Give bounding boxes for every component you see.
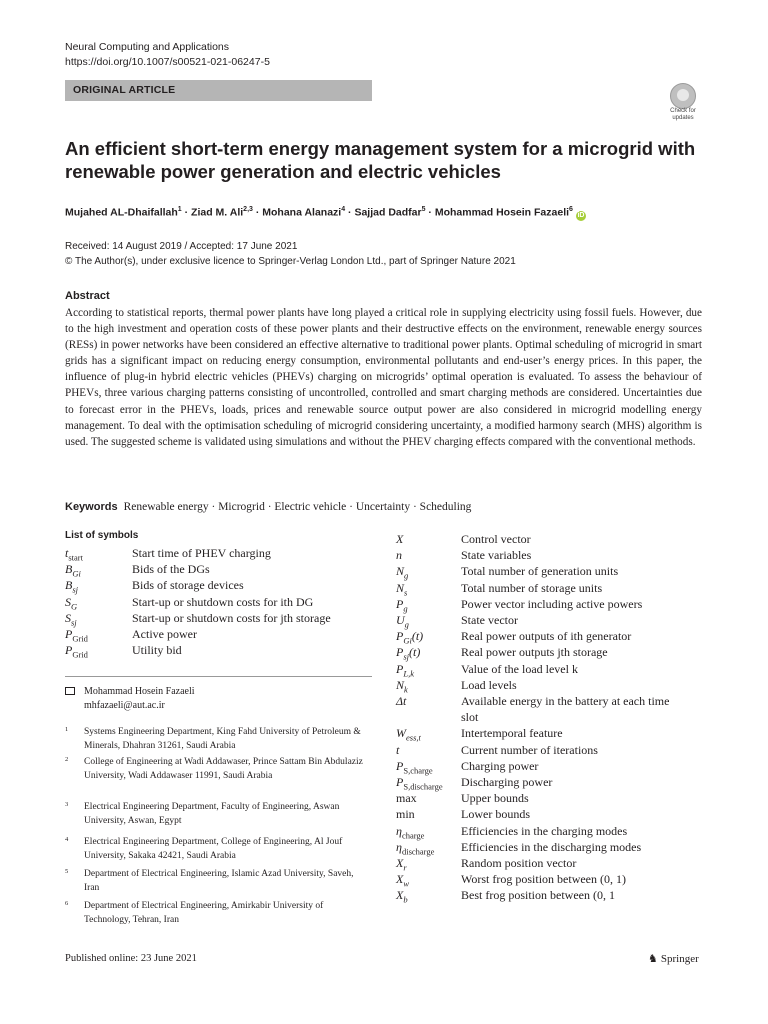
symbol: $X_w$ xyxy=(396,872,410,889)
affiliation xyxy=(65,756,365,783)
symbol-description: Bids of storage devices xyxy=(132,578,244,593)
affiliation xyxy=(65,868,365,895)
received-accepted: Received: 14 August 2019 / Accepted: 17 June 2021 xyxy=(65,241,298,252)
symbol-description: Value of the load level k xyxy=(461,661,578,676)
author-affiliation-mark: 4 xyxy=(341,206,346,213)
check-updates-label: Check for updates xyxy=(670,108,696,121)
symbol: n xyxy=(396,548,402,563)
symbol: $\eta_{discharge}$ xyxy=(396,839,435,857)
symbol-description: Worst frog position between (0, 1) xyxy=(461,872,626,887)
symbol: $P_{S,discharge}$ xyxy=(396,775,443,792)
symbol-description: Best frog position between (0, 1 xyxy=(461,888,615,903)
affiliation xyxy=(65,726,365,753)
symbol-description: Bids of the DGs xyxy=(132,562,210,577)
symbol-description: Utility bid xyxy=(132,643,182,658)
symbol: max xyxy=(396,791,417,806)
affiliation xyxy=(65,836,365,863)
article-title: An efficient short-term energy management system for a microgrid with renewable power generation and electric vehicles xyxy=(65,138,696,182)
author-separator: · xyxy=(252,206,263,219)
article-type-banner: ORIGINAL ARTICLE xyxy=(65,80,372,101)
symbol-description: Start time of PHEV charging xyxy=(132,546,271,560)
symbol-description: Control vector xyxy=(461,532,531,546)
symbol: $P_{L,k}$ xyxy=(396,661,414,678)
affiliation-text: Electrical Engineering Department, College of Engineering, Al Jouf University, Sakaka 42421, Saudi Arabia xyxy=(84,837,343,861)
symbol: $N_s$ xyxy=(396,580,408,597)
footnote-divider xyxy=(65,676,372,677)
abstract-heading: Abstract xyxy=(65,290,110,302)
journal-name: Neural Computing and Applications xyxy=(65,41,230,53)
author-affiliation-mark: 5 xyxy=(421,206,426,213)
symbol: $P_{Grid}$ xyxy=(65,627,88,644)
symbol-description: slot xyxy=(461,710,479,725)
publisher-name: Springer xyxy=(660,953,699,965)
orcid-icon[interactable]: iD xyxy=(577,211,585,219)
symbol: t xyxy=(396,742,400,757)
symbol: $S_G$ xyxy=(65,594,78,611)
abstract-text: According to statistical reports, thermal power plants have long played a critical role in supplying electricity using fossil fuels. However, due to the high investment and operation costs of these power plants and their destructive effects on the environment, renewable energy sources (RESs) in power networks have been considered an effective alternative to traditional power plants. Optimal scheduling of microgrid in smart grids has a significant impact on reducing energy consumption, environmental pollutants and end-user’s energy prices. In this paper, the influence of plug-in hybrid electric vehicles (PHEVs) charging on microgrids’ optimal operation is evaluated. To assess the behaviour of PHEVs, three various charging patterns consisting of uncontrolled, controlled and smart charging methods are considered. Uncertainties due to forecast error in the PHEVs, loads, prices and renewable source output power are also considered in microgrid modelling energy management. To deal with the optimisation scheduling of microgrid considering uncertainty, a modified harmony search (MHS) algorithm is used. The suggested scheme is validated using simulations and without the PHEV charging effects compared with the conventional methods. xyxy=(65,307,702,448)
affiliation-number: 1 xyxy=(65,726,69,733)
symbol-description: Start-up or shutdown costs for ith DG xyxy=(132,594,314,609)
affiliation-number: 2 xyxy=(65,756,69,763)
symbol-description: Upper bounds xyxy=(461,791,529,806)
symbol: $t_{start}$ xyxy=(65,546,83,563)
symbol-description: State vector xyxy=(461,613,518,627)
author-list xyxy=(65,203,705,221)
keywords-text: Renewable energy · Microgrid · Electric vehicle · Uncertainty · Scheduling xyxy=(123,501,472,513)
copyright-line: © The Author(s), under exclusive licence to Springer-Verlag London Ltd., part of Springer Nature 2021 xyxy=(65,256,516,267)
symbol: $N_g$ xyxy=(396,564,409,581)
symbol-description: Total number of storage units xyxy=(461,580,603,595)
author-name: Mohammad Hosein Fazaeli xyxy=(434,206,570,219)
symbol: $P_{S,charge}$ xyxy=(396,758,433,776)
article-dates xyxy=(65,239,516,269)
symbol-description: Load levels xyxy=(461,677,517,692)
symbol: $B_{Gi}$ xyxy=(65,562,81,579)
symbol-description: Power vector including active powers xyxy=(461,596,643,611)
doi-link[interactable]: https://doi.org/10.1007/s00521-021-06247-5 xyxy=(65,56,270,68)
symbol: $U_g$ xyxy=(396,613,409,630)
crossmark-icon xyxy=(670,83,696,109)
symbol-description: Efficiencies in the discharging modes xyxy=(461,839,642,854)
corresponding-email[interactable]: mhfazaeli@aut.ac.ir xyxy=(84,700,165,711)
published-date: Published online: 23 June 2021 xyxy=(65,953,197,964)
symbol-description: Real power outputs of ith generator xyxy=(461,629,632,644)
affiliation-text: Systems Engineering Department, King Fahd University of Petroleum & Minerals, Dhahran 31261, Saudi Arabia xyxy=(84,727,361,751)
corresponding-author: Mohammad Hosein Fazaeli xyxy=(84,686,195,697)
symbol: Δt xyxy=(396,694,407,708)
symbol: $P_{Gi}(t)$ xyxy=(396,629,424,646)
correspondence xyxy=(65,685,375,713)
symbol-description: Random position vector xyxy=(461,856,577,870)
author-name: Mohana Alanazi xyxy=(262,206,342,219)
author-name: Mujahed AL-Dhaifallah xyxy=(65,206,178,219)
symbol: $B_{sj}$ xyxy=(65,578,79,595)
symbol-description: Active power xyxy=(132,627,197,641)
publisher-logo xyxy=(648,952,699,965)
symbol: min xyxy=(396,807,415,822)
symbol-description: Total number of generation units xyxy=(461,564,619,579)
springer-horse-icon: ♞ xyxy=(648,953,658,965)
author-separator: · xyxy=(181,206,192,219)
symbol: $X_r$ xyxy=(396,856,407,873)
symbol-description: Lower bounds xyxy=(461,807,530,822)
keywords-label: Keywords xyxy=(65,501,118,513)
symbol: $W_{ess,t}$ xyxy=(396,726,421,743)
symbol: $N_k$ xyxy=(396,677,408,695)
symbol: $P_{Grid}$ xyxy=(65,643,88,660)
author-separator: · xyxy=(345,206,355,219)
symbol: $P_g$ xyxy=(396,596,408,614)
author-affiliation-mark: 2,3 xyxy=(243,206,253,213)
affiliation-text: Department of Electrical Engineering, Islamic Azad University, Saveh, Iran xyxy=(84,869,354,893)
affiliation-number: 6 xyxy=(65,900,69,907)
symbol-description: Real power outputs jth storage xyxy=(461,645,608,660)
symbol-description: Available energy in the battery at each time xyxy=(461,694,670,708)
symbol-description: Discharging power xyxy=(461,775,553,789)
symbol-description: Intertemporal feature xyxy=(461,726,563,741)
author-affiliation-mark: 1 xyxy=(177,206,182,213)
affiliation-number: 3 xyxy=(65,801,69,808)
symbol-description: Current number of iterations xyxy=(461,742,598,757)
symbol: $S_{sj}$ xyxy=(65,610,77,628)
symbol: $X_b$ xyxy=(396,888,408,905)
symbol: $P_{sj}(t)$ xyxy=(396,645,421,662)
affiliation-text: College of Engineering at Wadi Addawaser, Prince Sattam Bin Abdulaziz University, Wadi Addawaser 11991, Saudi Arabia xyxy=(84,757,363,781)
author-affiliation-mark: 6 xyxy=(569,206,573,213)
affiliation-text: Department of Electrical Engineering, Amirkabir University of Technology, Tehran, Iran xyxy=(84,901,324,925)
symbol: $\eta_{charge}$ xyxy=(396,823,425,840)
affiliation xyxy=(65,801,365,828)
symbols-heading: List of symbols xyxy=(65,530,139,541)
envelope-icon xyxy=(65,687,75,695)
symbol: X xyxy=(396,532,404,546)
check-for-updates-badge[interactable] xyxy=(662,83,704,125)
author-separator: · xyxy=(425,206,435,219)
author-name: Ziad M. Ali xyxy=(191,206,244,219)
journal-header xyxy=(65,40,270,70)
symbol-description: Efficiencies in the charging modes xyxy=(461,823,628,838)
affiliation xyxy=(65,900,365,927)
keywords xyxy=(65,499,471,515)
affiliation-number: 4 xyxy=(65,836,69,843)
symbol-description: Start-up or shutdown costs for jth storage xyxy=(132,610,331,625)
affiliation-text: Electrical Engineering Department, Faculty of Engineering, Aswan University, Aswan, Egypt xyxy=(84,802,340,826)
symbol-description: State variables xyxy=(461,548,532,563)
author-name: Sajjad Dadfar xyxy=(354,206,422,219)
symbol-description: Charging power xyxy=(461,758,539,773)
affiliation-number: 5 xyxy=(65,868,69,875)
